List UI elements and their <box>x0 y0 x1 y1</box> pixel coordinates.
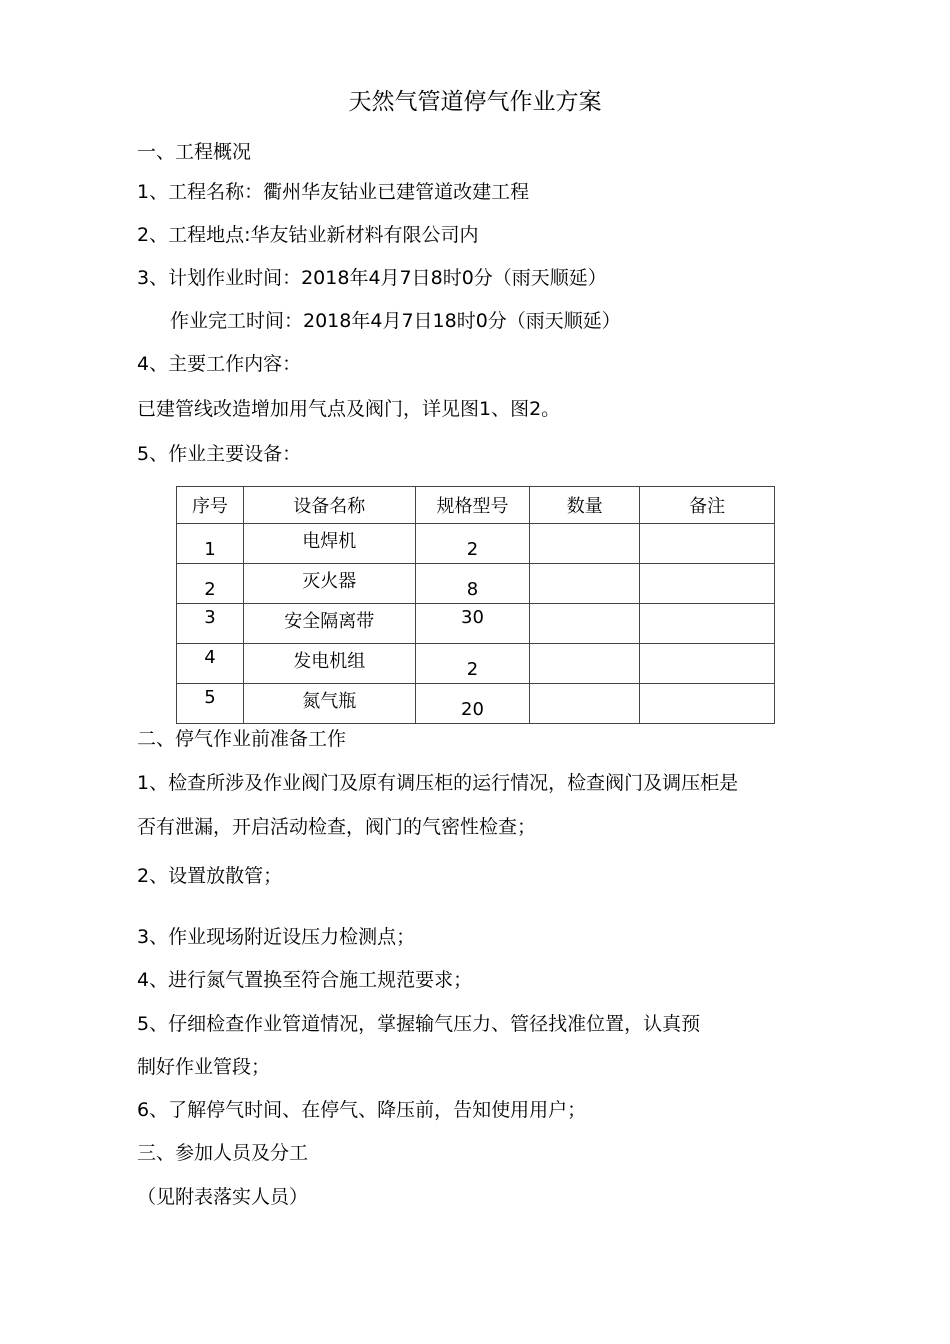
section1-heading: 一、工程概况 <box>137 141 252 163</box>
document-title: 天然气管道停气作业方案 <box>348 89 602 115</box>
row-spec: 2 <box>415 644 530 684</box>
row-name: 安全隔离带 <box>243 604 415 644</box>
row-no: 2 <box>177 564 244 604</box>
prep-item-4: 4、进行氮气置换至符合施工规范要求； <box>137 969 473 991</box>
row-no: 5 <box>177 684 244 724</box>
header-spec: 规格型号 <box>415 487 530 524</box>
equipment-heading: 5、作业主要设备： <box>137 443 302 465</box>
prep-item-5b: 制好作业管段； <box>137 1056 271 1078</box>
table-row <box>177 604 775 644</box>
main-work-heading: 4、主要工作内容： <box>137 353 302 375</box>
row-qty <box>530 524 640 564</box>
row-spec: 30 <box>415 604 530 644</box>
table-row <box>177 644 775 684</box>
project-location: 2、工程地点:华友钴业新材料有限公司内 <box>137 224 479 246</box>
row-spec: 2 <box>415 524 530 564</box>
row-note <box>640 604 775 644</box>
equipment-table <box>176 486 775 724</box>
row-no: 1 <box>177 524 244 564</box>
row-qty <box>530 604 640 644</box>
prep-item-3: 3、作业现场附近设压力检测点； <box>137 926 416 948</box>
table-row <box>177 524 775 564</box>
planned-end-time: 作业完工时间：2018年4月7日18时0分（雨天顺延） <box>170 310 621 332</box>
row-name: 发电机组 <box>243 644 415 684</box>
header-name: 设备名称 <box>243 487 415 524</box>
section2-heading: 二、停气作业前准备工作 <box>137 728 347 750</box>
table-header-row <box>177 487 775 524</box>
table-row <box>177 564 775 604</box>
row-no: 3 <box>177 604 244 644</box>
project-name: 1、工程名称：衢州华友钴业已建管道改建工程 <box>137 181 530 203</box>
personnel-note: （见附表落实人员） <box>137 1186 309 1208</box>
row-note <box>640 564 775 604</box>
row-note <box>640 524 775 564</box>
row-note <box>640 684 775 724</box>
row-spec: 8 <box>415 564 530 604</box>
prep-item-6: 6、了解停气时间、在停气、降压前，告知使用用户； <box>137 1099 587 1121</box>
row-qty <box>530 564 640 604</box>
header-note: 备注 <box>640 487 775 524</box>
planned-start-time: 3、计划作业时间：2018年4月7日8时0分（雨天顺延） <box>137 267 607 289</box>
row-spec: 20 <box>415 684 530 724</box>
row-name: 灭火器 <box>243 564 415 604</box>
prep-item-1a: 1、检查所涉及作业阀门及原有调压柜的运行情况，检查阀门及调压柜是 <box>137 772 739 794</box>
header-no: 序号 <box>177 487 244 524</box>
prep-item-5a: 5、仔细检查作业管道情况，掌握输气压力、管径找准位置，认真预 <box>137 1013 701 1035</box>
row-qty <box>530 644 640 684</box>
prep-item-2: 2、设置放散管； <box>137 865 283 887</box>
header-qty: 数量 <box>530 487 640 524</box>
prep-item-1b: 否有泄漏，开启活动检查，阀门的气密性检查； <box>137 816 537 838</box>
row-name: 氮气瓶 <box>243 684 415 724</box>
row-note <box>640 644 775 684</box>
row-no: 4 <box>177 644 244 684</box>
row-name: 电焊机 <box>243 524 415 564</box>
main-work-text: 已建管线改造增加用气点及阀门，详见图1、图2。 <box>137 398 561 420</box>
row-qty <box>530 684 640 724</box>
section3-heading: 三、参加人员及分工 <box>137 1142 309 1164</box>
table-row <box>177 684 775 724</box>
